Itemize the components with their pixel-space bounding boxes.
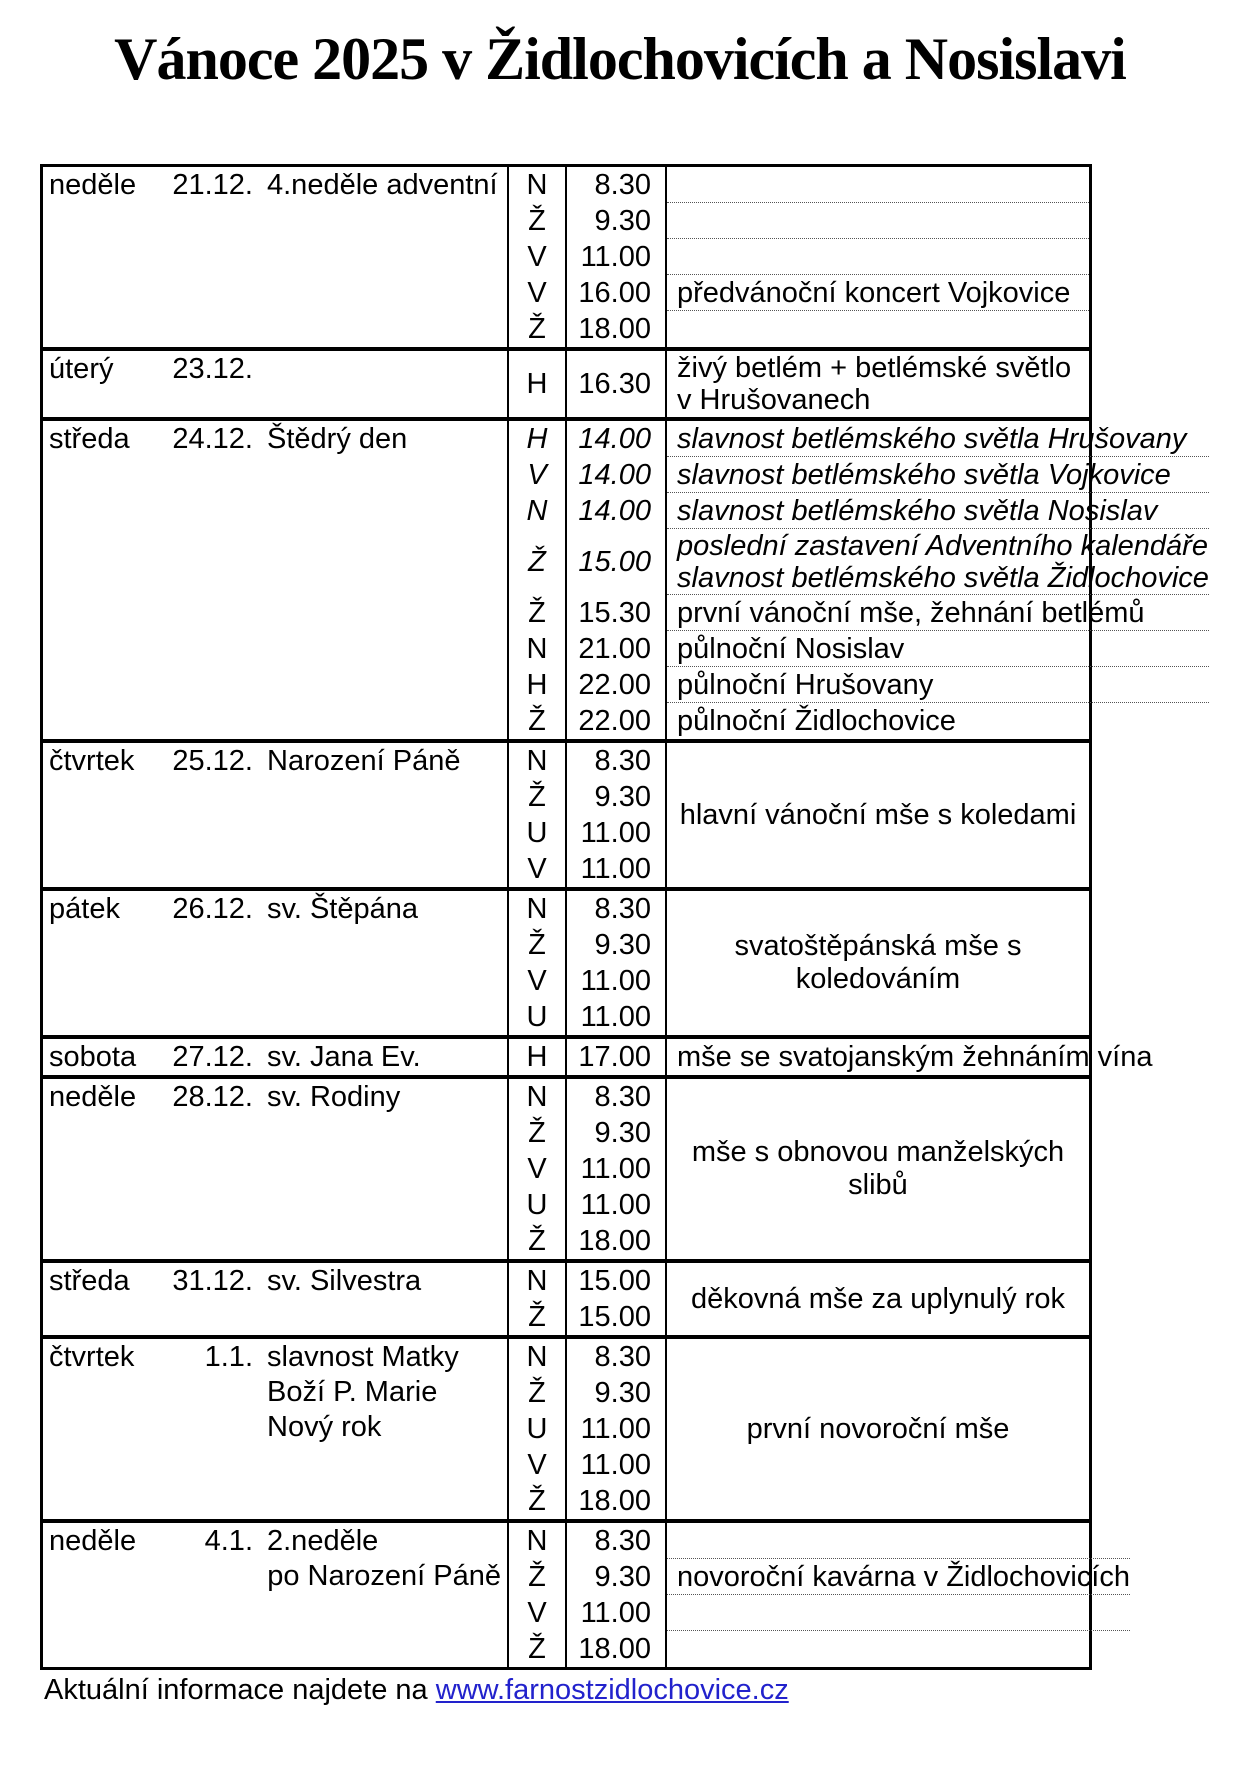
- note-cell: [667, 1631, 1130, 1667]
- place-cell: V: [509, 1151, 567, 1187]
- place-cell: Ž: [509, 595, 567, 631]
- day-header-grid: [49, 1340, 503, 1445]
- place-cell: U: [509, 999, 567, 1035]
- day-header-cell: [43, 421, 509, 739]
- note-cell: [667, 203, 1089, 239]
- date-label: 25.12.: [172, 745, 253, 777]
- note-cell: [667, 493, 1209, 529]
- place-cell: Ž: [509, 1483, 567, 1519]
- place-cell: Ž: [509, 1115, 567, 1151]
- note-cell: [667, 311, 1089, 347]
- day-header-cell: [43, 1039, 509, 1075]
- place-cell: V: [509, 963, 567, 999]
- note-cell: [667, 1595, 1130, 1631]
- day-label: středa: [49, 1265, 130, 1297]
- place-cell: Ž: [509, 203, 567, 239]
- time-cell: 18.00: [567, 311, 667, 347]
- feast-label: [267, 422, 503, 457]
- time-cell: 8.30: [567, 743, 667, 779]
- time-cell: 18.00: [567, 1483, 667, 1519]
- place-cell: H: [509, 351, 567, 417]
- note-cell: [667, 421, 1209, 457]
- day-header-grid: [49, 422, 503, 457]
- feast-label: [267, 352, 503, 387]
- time-cell: 22.00: [567, 667, 667, 703]
- feast-line: sv. Rodiny: [267, 1081, 401, 1113]
- feast-line: sv. Štěpána: [267, 893, 419, 925]
- place-cell: N: [509, 167, 567, 203]
- time-cell: 9.30: [567, 1375, 667, 1411]
- date-label: 24.12.: [172, 423, 253, 455]
- time-cell: 11.00: [567, 999, 667, 1035]
- note-text: půlnoční Židlochovice: [677, 705, 956, 737]
- time-cell: 8.30: [567, 1523, 667, 1559]
- place-cell: N: [509, 1523, 567, 1559]
- day-header-cell: [43, 1263, 509, 1335]
- feast-line: Narození Páně: [267, 745, 461, 777]
- note-cell: [667, 1039, 1152, 1075]
- time-cell: 11.00: [567, 1595, 667, 1631]
- feast-label: [267, 1080, 503, 1115]
- merged-note-cell: mše s obnovou manželských slibů: [691, 1136, 1065, 1201]
- place-cell: Ž: [509, 311, 567, 347]
- date-label: 31.12.: [172, 1265, 253, 1297]
- day-header-cell: [43, 743, 509, 887]
- schedule-block: [43, 1039, 1153, 1079]
- schedule-block: [43, 1079, 1089, 1263]
- time-cell: 11.00: [567, 239, 667, 275]
- time-cell: 8.30: [567, 167, 667, 203]
- feast-line: Štědrý den: [267, 423, 408, 455]
- date-label: 28.12.: [172, 1081, 253, 1113]
- time-cell: 15.30: [567, 595, 667, 631]
- feast-label: [267, 1524, 503, 1594]
- feast-label: [267, 1040, 503, 1075]
- time-cell: 18.00: [567, 1631, 667, 1667]
- day-label: čtvrtek: [49, 745, 135, 777]
- date-label: 26.12.: [172, 893, 253, 925]
- note-text: první vánoční mše, žehnání betlémů: [677, 596, 1145, 629]
- place-cell: H: [509, 1039, 567, 1075]
- note-cell: [667, 529, 1209, 595]
- note-cell: [667, 275, 1089, 311]
- feast-line: 2.neděle: [267, 1525, 379, 1557]
- day-header-grid: [49, 352, 503, 387]
- time-cell: 14.00: [567, 421, 667, 457]
- time-cell: 9.30: [567, 927, 667, 963]
- note-cell: [667, 667, 1209, 703]
- time-cell: 11.00: [567, 1447, 667, 1483]
- place-cell: V: [509, 457, 567, 493]
- day-header-grid: [49, 1264, 503, 1299]
- merged-note-cell: svatoštěpánská mše s koledováním: [734, 930, 1022, 995]
- schedule-block: [43, 1263, 1089, 1339]
- feast-line: Boží P. Marie: [267, 1376, 438, 1408]
- merged-note-cell: děkovná mše za uplynulý rok: [691, 1282, 1065, 1315]
- place-cell: N: [509, 493, 567, 529]
- place-cell: V: [509, 1595, 567, 1631]
- note-text: novoroční kavárna v Židlochovicích: [677, 1560, 1130, 1593]
- schedule-block: [43, 1523, 1130, 1667]
- day-header-cell: [43, 1079, 509, 1259]
- note-text: mše se svatojanským žehnáním vína: [677, 1041, 1153, 1073]
- time-cell: 9.30: [567, 779, 667, 815]
- note-text: živý betlém + betlémské světlo: [677, 352, 1072, 384]
- date-label: 27.12.: [172, 1041, 253, 1073]
- day-header-grid: [49, 744, 503, 779]
- day-header-grid: [49, 892, 503, 927]
- date-label: 23.12.: [172, 353, 253, 385]
- note-cell: [667, 167, 1089, 203]
- schedule-block: [43, 743, 1089, 891]
- feast-line: sv. Jana Ev.: [267, 1041, 421, 1073]
- place-cell: Ž: [509, 927, 567, 963]
- date-label: 21.12.: [172, 169, 253, 201]
- page-title: Vánoce 2025 v Židlochovicích a Nosislavi: [114, 26, 1126, 92]
- day-label: neděle: [49, 169, 137, 201]
- time-cell: 11.00: [567, 963, 667, 999]
- time-cell: 14.00: [567, 457, 667, 493]
- note-text: slavnost betlémského světla Židlochovice: [677, 561, 1209, 594]
- time-cell: 15.00: [567, 1299, 667, 1335]
- feast-line: Nový rok: [267, 1411, 382, 1443]
- note-cell: [667, 1559, 1130, 1595]
- note-text: slavnost betlémského světla Nosislav: [677, 494, 1158, 527]
- place-cell: N: [509, 1079, 567, 1115]
- time-cell: 18.00: [567, 1223, 667, 1259]
- day-header-grid: [49, 168, 503, 203]
- place-cell: Ž: [509, 703, 567, 739]
- time-cell: 9.30: [567, 1559, 667, 1595]
- day-label: neděle: [49, 1525, 137, 1557]
- page-footer: [44, 1674, 789, 1707]
- place-cell: U: [509, 1187, 567, 1223]
- time-cell: 22.00: [567, 703, 667, 739]
- feast-label: [267, 892, 503, 927]
- note-cell: [667, 595, 1209, 631]
- place-cell: Ž: [509, 779, 567, 815]
- date-label: 4.1.: [204, 1525, 253, 1557]
- day-header-cell: [43, 351, 509, 417]
- time-cell: 8.30: [567, 891, 667, 927]
- note-text: slavnost betlémského světla Hrušovany: [677, 422, 1187, 455]
- day-header-grid: [49, 1524, 503, 1594]
- schedule-block: [43, 351, 1089, 421]
- day-header-cell: [43, 1523, 509, 1667]
- place-cell: Ž: [509, 1223, 567, 1259]
- day-header-cell: [43, 167, 509, 347]
- schedule-block: [43, 421, 1209, 743]
- note-text: slavnost betlémského světla Vojkovice: [677, 458, 1171, 491]
- note-cell: [667, 631, 1209, 667]
- place-cell: N: [509, 891, 567, 927]
- place-cell: U: [509, 815, 567, 851]
- feast-label: [267, 1264, 503, 1299]
- day-label: pátek: [49, 893, 120, 925]
- place-cell: Ž: [509, 1631, 567, 1667]
- date-label: 1.1.: [204, 1341, 253, 1373]
- note-cell: [667, 351, 1089, 417]
- time-cell: 11.00: [567, 1411, 667, 1447]
- day-label: sobota: [49, 1041, 137, 1073]
- footer-text: Aktuální informace najdete na: [44, 1674, 436, 1706]
- place-cell: Ž: [509, 1299, 567, 1335]
- time-cell: 11.00: [567, 1187, 667, 1223]
- time-cell: 17.00: [567, 1039, 667, 1075]
- place-cell: N: [509, 1339, 567, 1375]
- place-cell: H: [509, 667, 567, 703]
- note-cell: [667, 1523, 1130, 1559]
- day-label: čtvrtek: [49, 1341, 135, 1373]
- day-label: neděle: [49, 1081, 137, 1113]
- time-cell: 14.00: [567, 493, 667, 529]
- day-header-cell: [43, 1339, 509, 1519]
- feast-label: [267, 744, 503, 779]
- time-cell: 8.30: [567, 1079, 667, 1115]
- time-cell: 11.00: [567, 851, 667, 887]
- feast-line: sv. Silvestra: [267, 1265, 422, 1297]
- merged-note-cell: první novoroční mše: [746, 1412, 1010, 1445]
- note-text: v Hrušovanech: [677, 384, 871, 416]
- place-cell: V: [509, 1447, 567, 1483]
- time-cell: 9.30: [567, 203, 667, 239]
- feast-label: [267, 1340, 503, 1445]
- day-label: středa: [49, 423, 130, 455]
- day-header-cell: [43, 891, 509, 1035]
- feast-line: po Narození Páně: [267, 1560, 501, 1592]
- place-cell: N: [509, 743, 567, 779]
- feast-label: [267, 168, 503, 203]
- time-cell: 11.00: [567, 1151, 667, 1187]
- footer-link[interactable]: www.farnostzidlochovice.cz: [435, 1674, 789, 1706]
- day-label: úterý: [49, 353, 114, 385]
- time-cell: 9.30: [567, 1115, 667, 1151]
- day-header-grid: [49, 1080, 503, 1115]
- schedule-block: [43, 1339, 1089, 1523]
- feast-line: 4.neděle adventní: [267, 169, 498, 201]
- place-cell: H: [509, 421, 567, 457]
- time-cell: 15.00: [567, 529, 667, 595]
- place-cell: V: [509, 239, 567, 275]
- time-cell: 16.00: [567, 275, 667, 311]
- place-cell: Ž: [509, 529, 567, 595]
- day-header-grid: [49, 1040, 503, 1075]
- note-text: předvánoční koncert Vojkovice: [677, 276, 1071, 309]
- merged-note-cell: hlavní vánoční mše s koledami: [679, 798, 1077, 831]
- place-cell: N: [509, 1263, 567, 1299]
- schedule-block: [43, 891, 1089, 1039]
- note-text: poslední zastavení Adventního kalendáře: [677, 529, 1208, 562]
- place-cell: N: [509, 631, 567, 667]
- note-text: půlnoční Hrušovany: [677, 668, 934, 701]
- feast-line: slavnost Matky: [267, 1341, 459, 1373]
- place-cell: V: [509, 275, 567, 311]
- time-cell: 15.00: [567, 1263, 667, 1299]
- place-cell: Ž: [509, 1375, 567, 1411]
- time-cell: 16.30: [567, 351, 667, 417]
- note-text: půlnoční Nosislav: [677, 632, 905, 665]
- place-cell: Ž: [509, 1559, 567, 1595]
- time-cell: 8.30: [567, 1339, 667, 1375]
- note-cell: [667, 703, 1209, 739]
- note-cell: [667, 239, 1089, 275]
- time-cell: 21.00: [567, 631, 667, 667]
- schedule-table: [40, 164, 1209, 1670]
- place-cell: V: [509, 851, 567, 887]
- time-cell: 11.00: [567, 815, 667, 851]
- note-cell: [667, 457, 1209, 493]
- schedule-block: [43, 167, 1089, 351]
- place-cell: U: [509, 1411, 567, 1447]
